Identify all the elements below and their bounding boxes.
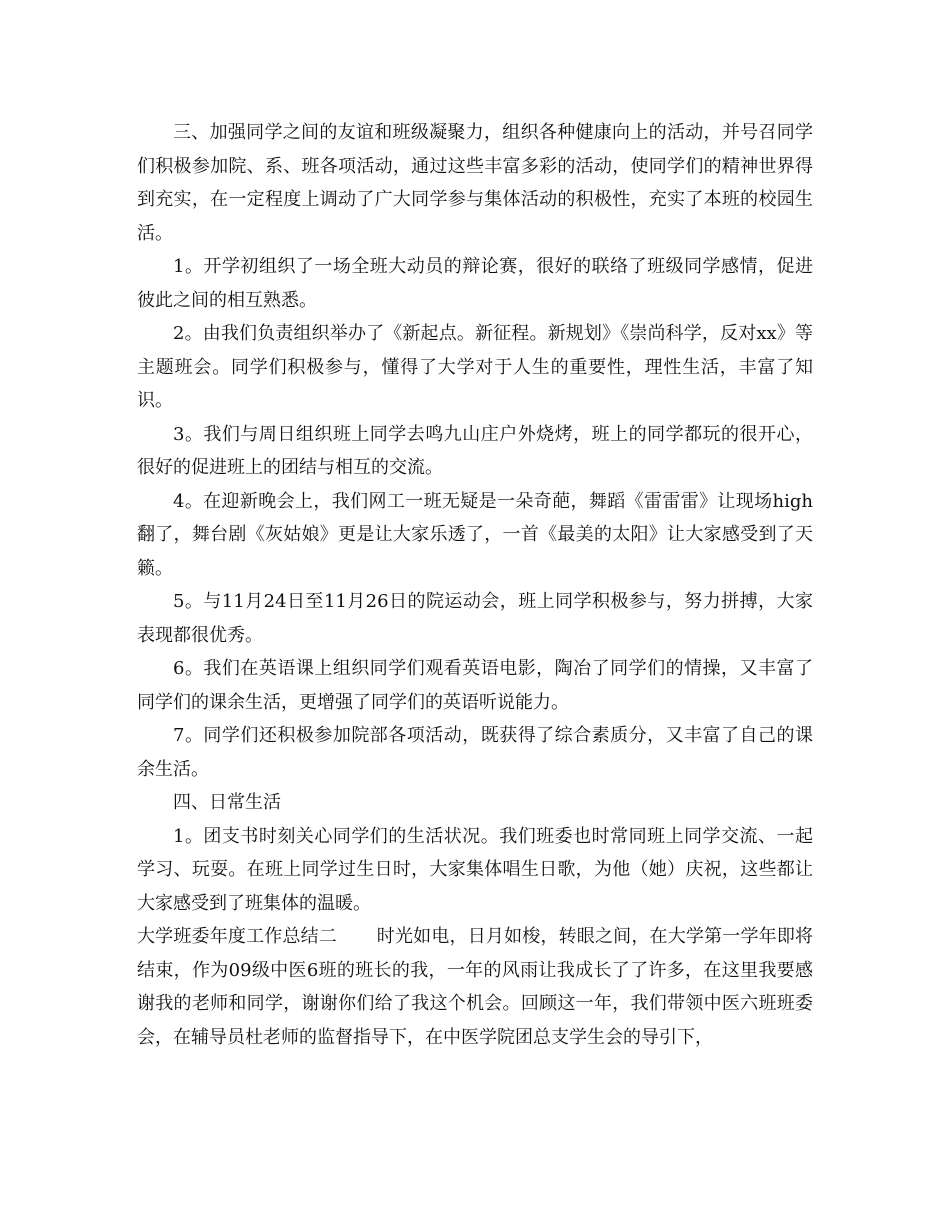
summary-two-text: 时光如电，日月如梭，转眼之间，在大学第一学年即将结束，作为09级中医6班的班长的我，一年的风雨让我成长了了许多，在这里我要感谢我的老师和同学，谢谢你们给了我这个机会。回顾这一年，我们带领中医六班班委会，在辅导员杜老师的监督指导下，在中医学院团总支学生会的导引下， [137, 926, 813, 1048]
paragraph-item-5: 5。与11月24日至11月26日的院运动会，班上同学积极参与，努力拼搏，大家表现都很优秀。 [137, 591, 813, 646]
paragraph-item-6: 6。我们在英语课上组织同学们观看英语电影，陶冶了同学们的情操，又丰富了同学们的课余生活，更增强了同学们的英语听说能力。 [137, 658, 813, 713]
summary-two-heading: 大学班委年度工作总结二 [137, 926, 338, 947]
paragraph-daily-life-1: 1。团支书时刻关心同学们的生活状况。我们班委也时常同班上同学交流、一起学习、玩耍。在班上同学过生日时，大家集体唱生日歌，为他（她）庆祝，这些都让大家感受到了班集体的温暖。 [137, 825, 813, 914]
paragraph-item-7: 7。同学们还积极参加院部各项活动，既获得了综合素质分，又丰富了自己的课余生活。 [137, 725, 813, 780]
paragraph-item-2: 2。由我们负责组织举办了《新起点。新征程。新规划》《崇尚科学，反对xx》等主题班会。同学们积极参与，懂得了大学对于人生的重要性，理性生活，丰富了知识。 [137, 323, 813, 411]
paragraph-summary-two [137, 920, 813, 1054]
paragraph-item-3: 3。我们与周日组织班上同学去鸣九山庄户外烧烤，班上的同学都玩的很开心，很好的促进班上的团结与相互的交流。 [137, 423, 813, 478]
paragraph-item-4: 4。在迎新晚会上，我们网工一班无疑是一朵奇葩，舞蹈《雷雷雷》让现场high翻了，舞台剧《灰姑娘》更是让大家乐透了，一首《最美的太阳》让大家感受到了天籁。 [137, 490, 813, 579]
section-heading-daily-life: 四、日常生活 [173, 792, 281, 813]
paragraph-item-1: 1。开学初组织了一场全班大动员的辩论赛，很好的联络了班级同学感情，促进彼此之间的相互熟悉。 [137, 256, 813, 311]
document-body [137, 116, 813, 1054]
paragraph-section-three: 三、加强同学之间的友谊和班级凝聚力，组织各种健康向上的活动，并号召同学们积极参加院、系、班各项活动，通过这些丰富多彩的活动，使同学们的精神世界得到充实，在一定程度上调动了广大同学参与集体活动的积极性，充实了本班的校园生活。 [137, 122, 813, 244]
